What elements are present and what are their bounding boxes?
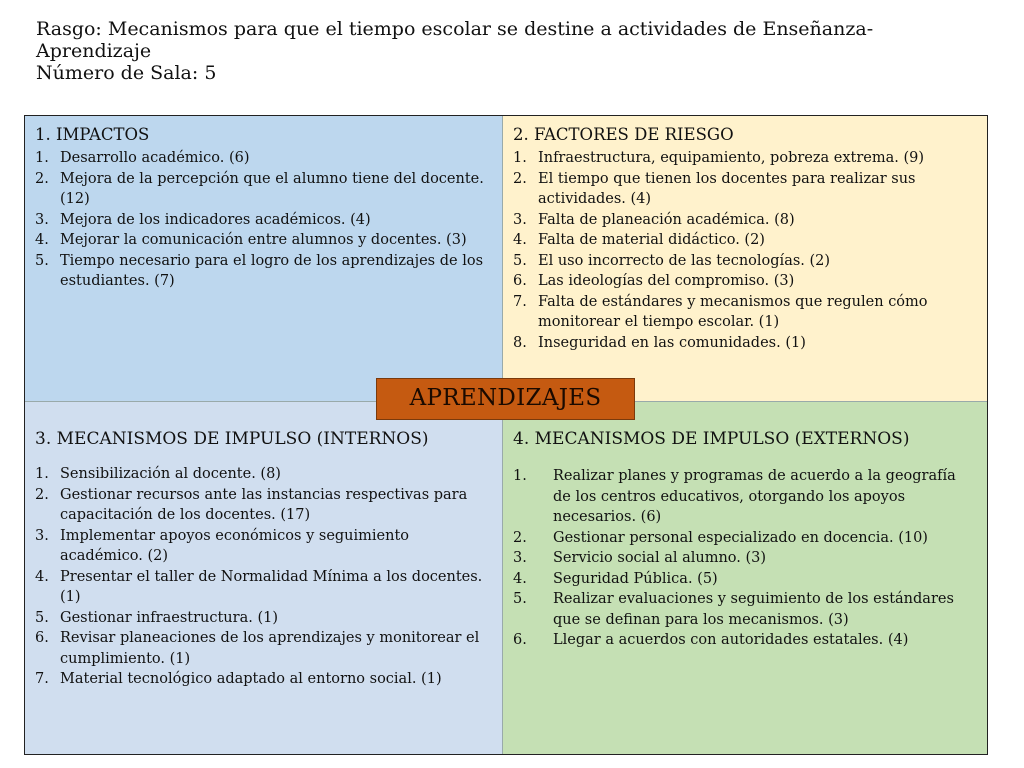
list-item <box>513 292 977 333</box>
list-item-number: 4. <box>35 232 49 248</box>
item-list <box>513 148 977 353</box>
list-item-number: 1. <box>513 468 527 484</box>
list-item-text: Inseguridad en las comunidades. (1) <box>538 334 806 351</box>
header-title-line2: Aprendizaje <box>36 40 152 62</box>
list-item <box>35 628 492 669</box>
list-item <box>35 608 492 629</box>
list-item-text: El tiempo que tienen los docentes para realizar sus actividades. (4) <box>538 170 916 207</box>
list-item-number: 6. <box>513 632 527 648</box>
list-item-text: El uso incorrecto de las tecnologías. (2) <box>538 252 831 269</box>
list-item <box>513 589 977 630</box>
list-item <box>35 251 492 292</box>
list-item-text: Desarrollo académico. (6) <box>60 150 250 166</box>
quadrant-title: 3. MECANISMOS DE IMPULSO (INTERNOS) <box>35 429 429 449</box>
list-item <box>35 148 492 169</box>
list-item-number: 5. <box>35 609 49 626</box>
list-item-text: Tiempo necesario para el logro de los aprendizajes de los estudiantes. (7) <box>60 252 484 289</box>
list-item-text: Implementar apoyos económicos y seguimiento académico. (2) <box>60 527 410 564</box>
list-item-number: 7. <box>513 293 527 310</box>
list-item <box>35 485 492 526</box>
list-item-number: 7. <box>35 671 49 687</box>
list-item <box>513 169 977 210</box>
list-item <box>35 230 492 251</box>
list-item <box>513 569 977 590</box>
quadrant-title: 4. MECANISMOS DE IMPULSO (EXTERNOS) <box>513 429 910 449</box>
list-item <box>513 210 977 231</box>
list-item-text: Gestionar recursos ante las instancias respectivas para capacitación de los docentes. (17) <box>60 486 468 523</box>
list-item-number: 3. <box>513 550 527 566</box>
list-item <box>35 464 492 485</box>
list-item <box>513 548 977 569</box>
list-item <box>35 169 492 210</box>
center-label-aprendizajes: APRENDIZAJES <box>376 378 635 420</box>
list-item-number: 2. <box>35 486 49 503</box>
quadrant-impactos <box>25 116 503 402</box>
list-item-number: 2. <box>35 170 49 187</box>
list-item-text: Revisar planeaciones de los aprendizajes y monitorear el cumplimiento. (1) <box>60 630 480 667</box>
list-item-text: Realizar evaluaciones y seguimiento de los estándares que se definan para los mecanismos. (3) <box>553 591 954 628</box>
list-item-number: 8. <box>513 334 527 351</box>
list-item-text: Llegar a acuerdos con autoridades estatales. (4) <box>553 632 909 648</box>
list-item-text: Infraestructura, equipamiento, pobreza extrema. (9) <box>538 150 925 166</box>
header-room-number: Número de Sala: 5 <box>36 62 217 84</box>
list-item-number: 6. <box>513 273 527 289</box>
list-item <box>513 148 977 169</box>
list-item-number: 5. <box>513 252 527 269</box>
list-item <box>513 251 977 272</box>
list-item <box>513 528 977 549</box>
quadrant-title: 2. FACTORES DE RIESGO <box>513 125 734 144</box>
list-item-text: Sensibilización al docente. (8) <box>60 466 281 482</box>
list-item-text: Gestionar personal especializado en docencia. (10) <box>553 529 928 546</box>
list-item <box>513 333 977 354</box>
list-item <box>35 669 492 690</box>
list-item-text: Mejora de la percepción que el alumno tiene del docente. (12) <box>60 170 484 207</box>
list-item-number: 2. <box>513 529 527 546</box>
list-item-number: 2. <box>513 170 527 187</box>
quadrant-factores-de-riesgo <box>503 116 987 402</box>
list-item-number: 3. <box>35 527 49 544</box>
list-item-number: 6. <box>35 630 49 646</box>
list-item-number: 1. <box>35 150 49 166</box>
list-item <box>513 466 977 528</box>
list-item-number: 4. <box>513 232 527 248</box>
list-item-text: Mejora de los indicadores académicos. (4) <box>60 211 371 228</box>
list-item-text: Gestionar infraestructura. (1) <box>60 609 278 626</box>
list-item <box>513 630 977 651</box>
list-item <box>513 230 977 251</box>
item-list <box>35 148 492 292</box>
quadrant-grid <box>24 115 988 755</box>
item-list <box>513 466 977 651</box>
list-item-text: Las ideologías del compromiso. (3) <box>538 273 795 289</box>
list-item-text: Presentar el taller de Normalidad Mínima a los docentes. (1) <box>60 568 483 605</box>
list-item <box>35 567 492 608</box>
list-item-number: 5. <box>513 591 527 607</box>
list-item-text: Mejorar la comunicación entre alumnos y docentes. (3) <box>60 232 467 248</box>
list-item-number: 3. <box>35 211 49 228</box>
list-item <box>513 271 977 292</box>
quadrant-title: 1. IMPACTOS <box>35 125 150 144</box>
list-item-text: Material tecnológico adaptado al entorno social. (1) <box>60 671 442 687</box>
list-item-number: 5. <box>35 252 49 269</box>
header <box>36 18 996 84</box>
list-item-number: 1. <box>35 466 49 482</box>
list-item-text: Falta de estándares y mecanismos que regulen cómo monitorear el tiempo escolar. (1) <box>538 293 928 330</box>
header-title-line1: Rasgo: Mecanismos para que el tiempo escolar se destine a actividades de Enseñanza- <box>36 18 874 40</box>
quadrant-mecanismos-internos <box>25 402 503 754</box>
list-item <box>35 210 492 231</box>
list-item-number: 4. <box>35 568 49 585</box>
item-list <box>35 464 492 690</box>
list-item-text: Falta de material didáctico. (2) <box>538 232 765 248</box>
list-item-number: 4. <box>513 570 527 587</box>
list-item-text: Servicio social al alumno. (3) <box>553 550 767 566</box>
list-item-text: Seguridad Pública. (5) <box>553 570 718 587</box>
list-item-number: 3. <box>513 211 527 228</box>
list-item-number: 1. <box>513 150 527 166</box>
list-item <box>35 526 492 567</box>
quadrant-mecanismos-externos <box>503 402 987 754</box>
list-item-text: Realizar planes y programas de acuerdo a la geografía de los centros educativos, otorgando los apoyos necesarios. (6) <box>553 468 956 525</box>
list-item-text: Falta de planeación académica. (8) <box>538 211 795 228</box>
